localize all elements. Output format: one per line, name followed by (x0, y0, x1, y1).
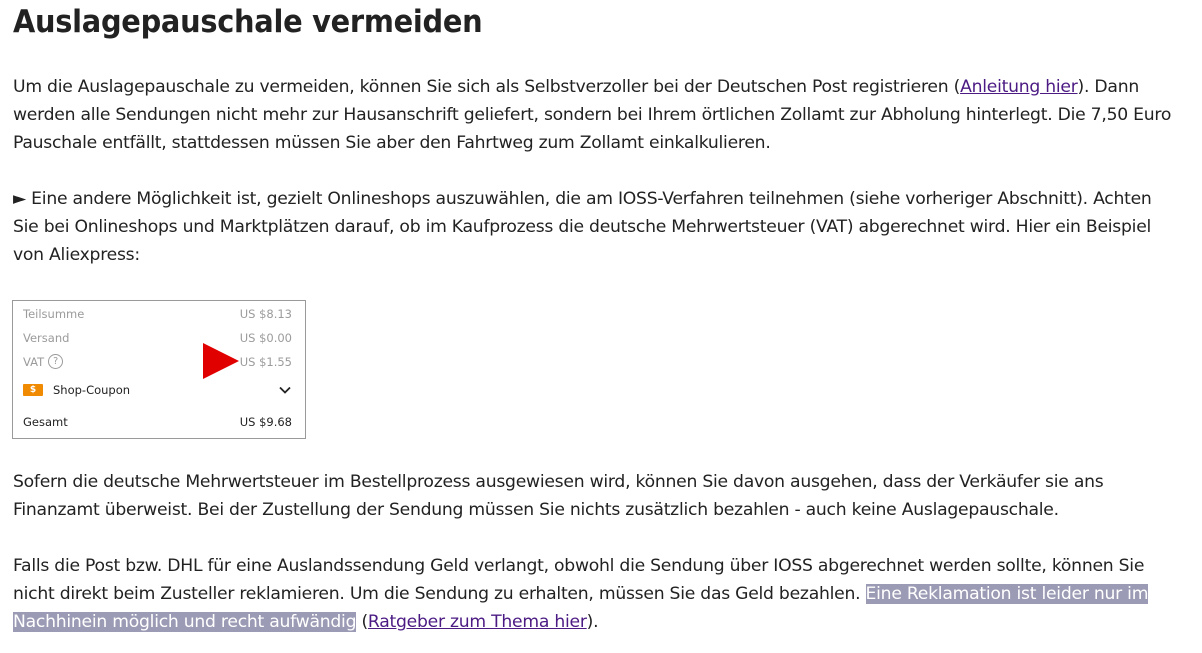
paragraph-mehrwertsteuer: Sofern die deutsche Mehrwertsteuer im Bestellprozess ausgewiesen wird, können Sie davon ausgehen, dass der Verkäufer sie ans Finanzamt überweist. Bei der Zustellung der Sendung müssen Sie nichts zusätzlich bezahlen - auch keine Auslagepauschale. (13, 472, 1104, 520)
paragraph-selbstverzoller (13, 73, 1173, 157)
vat-value: US $1.55 (239, 355, 292, 369)
selected-text-highlight[interactable]: Eine Reklamation ist leider nur im Nachhinein möglich und recht aufwändig (13, 584, 1149, 632)
shipping-label: Versand (23, 331, 70, 345)
cart-row-subtotal (23, 305, 292, 323)
paragraph-ioss-shops: ► Eine andere Möglichkeit ist, gezielt Onlineshops auszuwählen, die am IOSS-Verfahren teilnehmen (siehe vorheriger Abschnitt). Achten Sie bei Onlineshops und Marktplätzen darauf, ob im Kaufprozess die deutsche Mehrwertsteuer (VAT) abgerechnet wird. Hier ein Beispiel von Aliexpress: (13, 189, 1152, 265)
chevron-down-icon (278, 383, 292, 397)
cart-row-vat (23, 353, 292, 371)
coupon-label: Shop-Coupon (53, 383, 131, 397)
help-circle-icon: ? (48, 354, 63, 369)
p1-text-before: Um die Auslagepauschale zu vermeiden, können Sie sich als Selbstverzoller bei der Deutschen Post registrieren ( (13, 77, 961, 97)
total-value: US $9.68 (239, 415, 292, 429)
cart-row-total (23, 413, 292, 431)
subtotal-label: Teilsumme (23, 307, 85, 321)
p4-text-before: Falls die Post bzw. DHL für eine Auslandssendung Geld verlangt, obwohl die Sendung über IOSS abgerechnet werden sollte, können Sie nicht direkt beim Zusteller reklamieren. Um die Sendung zu erhalten, müssen Sie das Geld bezahlen. (13, 556, 1145, 604)
vat-label: VAT (23, 355, 45, 369)
ratgeber-link[interactable]: Ratgeber zum Thema hier (367, 612, 587, 632)
shipping-value: US $0.00 (239, 331, 292, 345)
aliexpress-cart-summary-image (12, 300, 306, 439)
subtotal-value: US $8.13 (239, 307, 292, 321)
cart-row-coupon (23, 381, 292, 399)
p4-text-after: ). (586, 612, 599, 632)
article-title: Auslagepauschale vermeiden (13, 4, 483, 40)
p1-text-after: ). Dann werden alle Sendungen nicht mehr zur Hausanschrift geliefert, sondern bei Ihrem örtlichen Zollamt zur Abholung hinterlegt. Die 7,50 Euro Pauschale entfällt, stattdessen müssen Sie aber den Fahrtweg zum Zollamt einkalkulieren. (13, 77, 1172, 153)
paragraph-reklamation (13, 552, 1173, 636)
p4-text-mid: ( (356, 612, 368, 632)
cart-row-shipping (23, 329, 292, 347)
red-arrow-icon (203, 343, 239, 379)
total-label: Gesamt (23, 415, 68, 429)
vat-label-group (23, 353, 63, 371)
anleitung-link[interactable]: Anleitung hier (960, 77, 1078, 97)
coupon-icon: $ (23, 384, 43, 396)
